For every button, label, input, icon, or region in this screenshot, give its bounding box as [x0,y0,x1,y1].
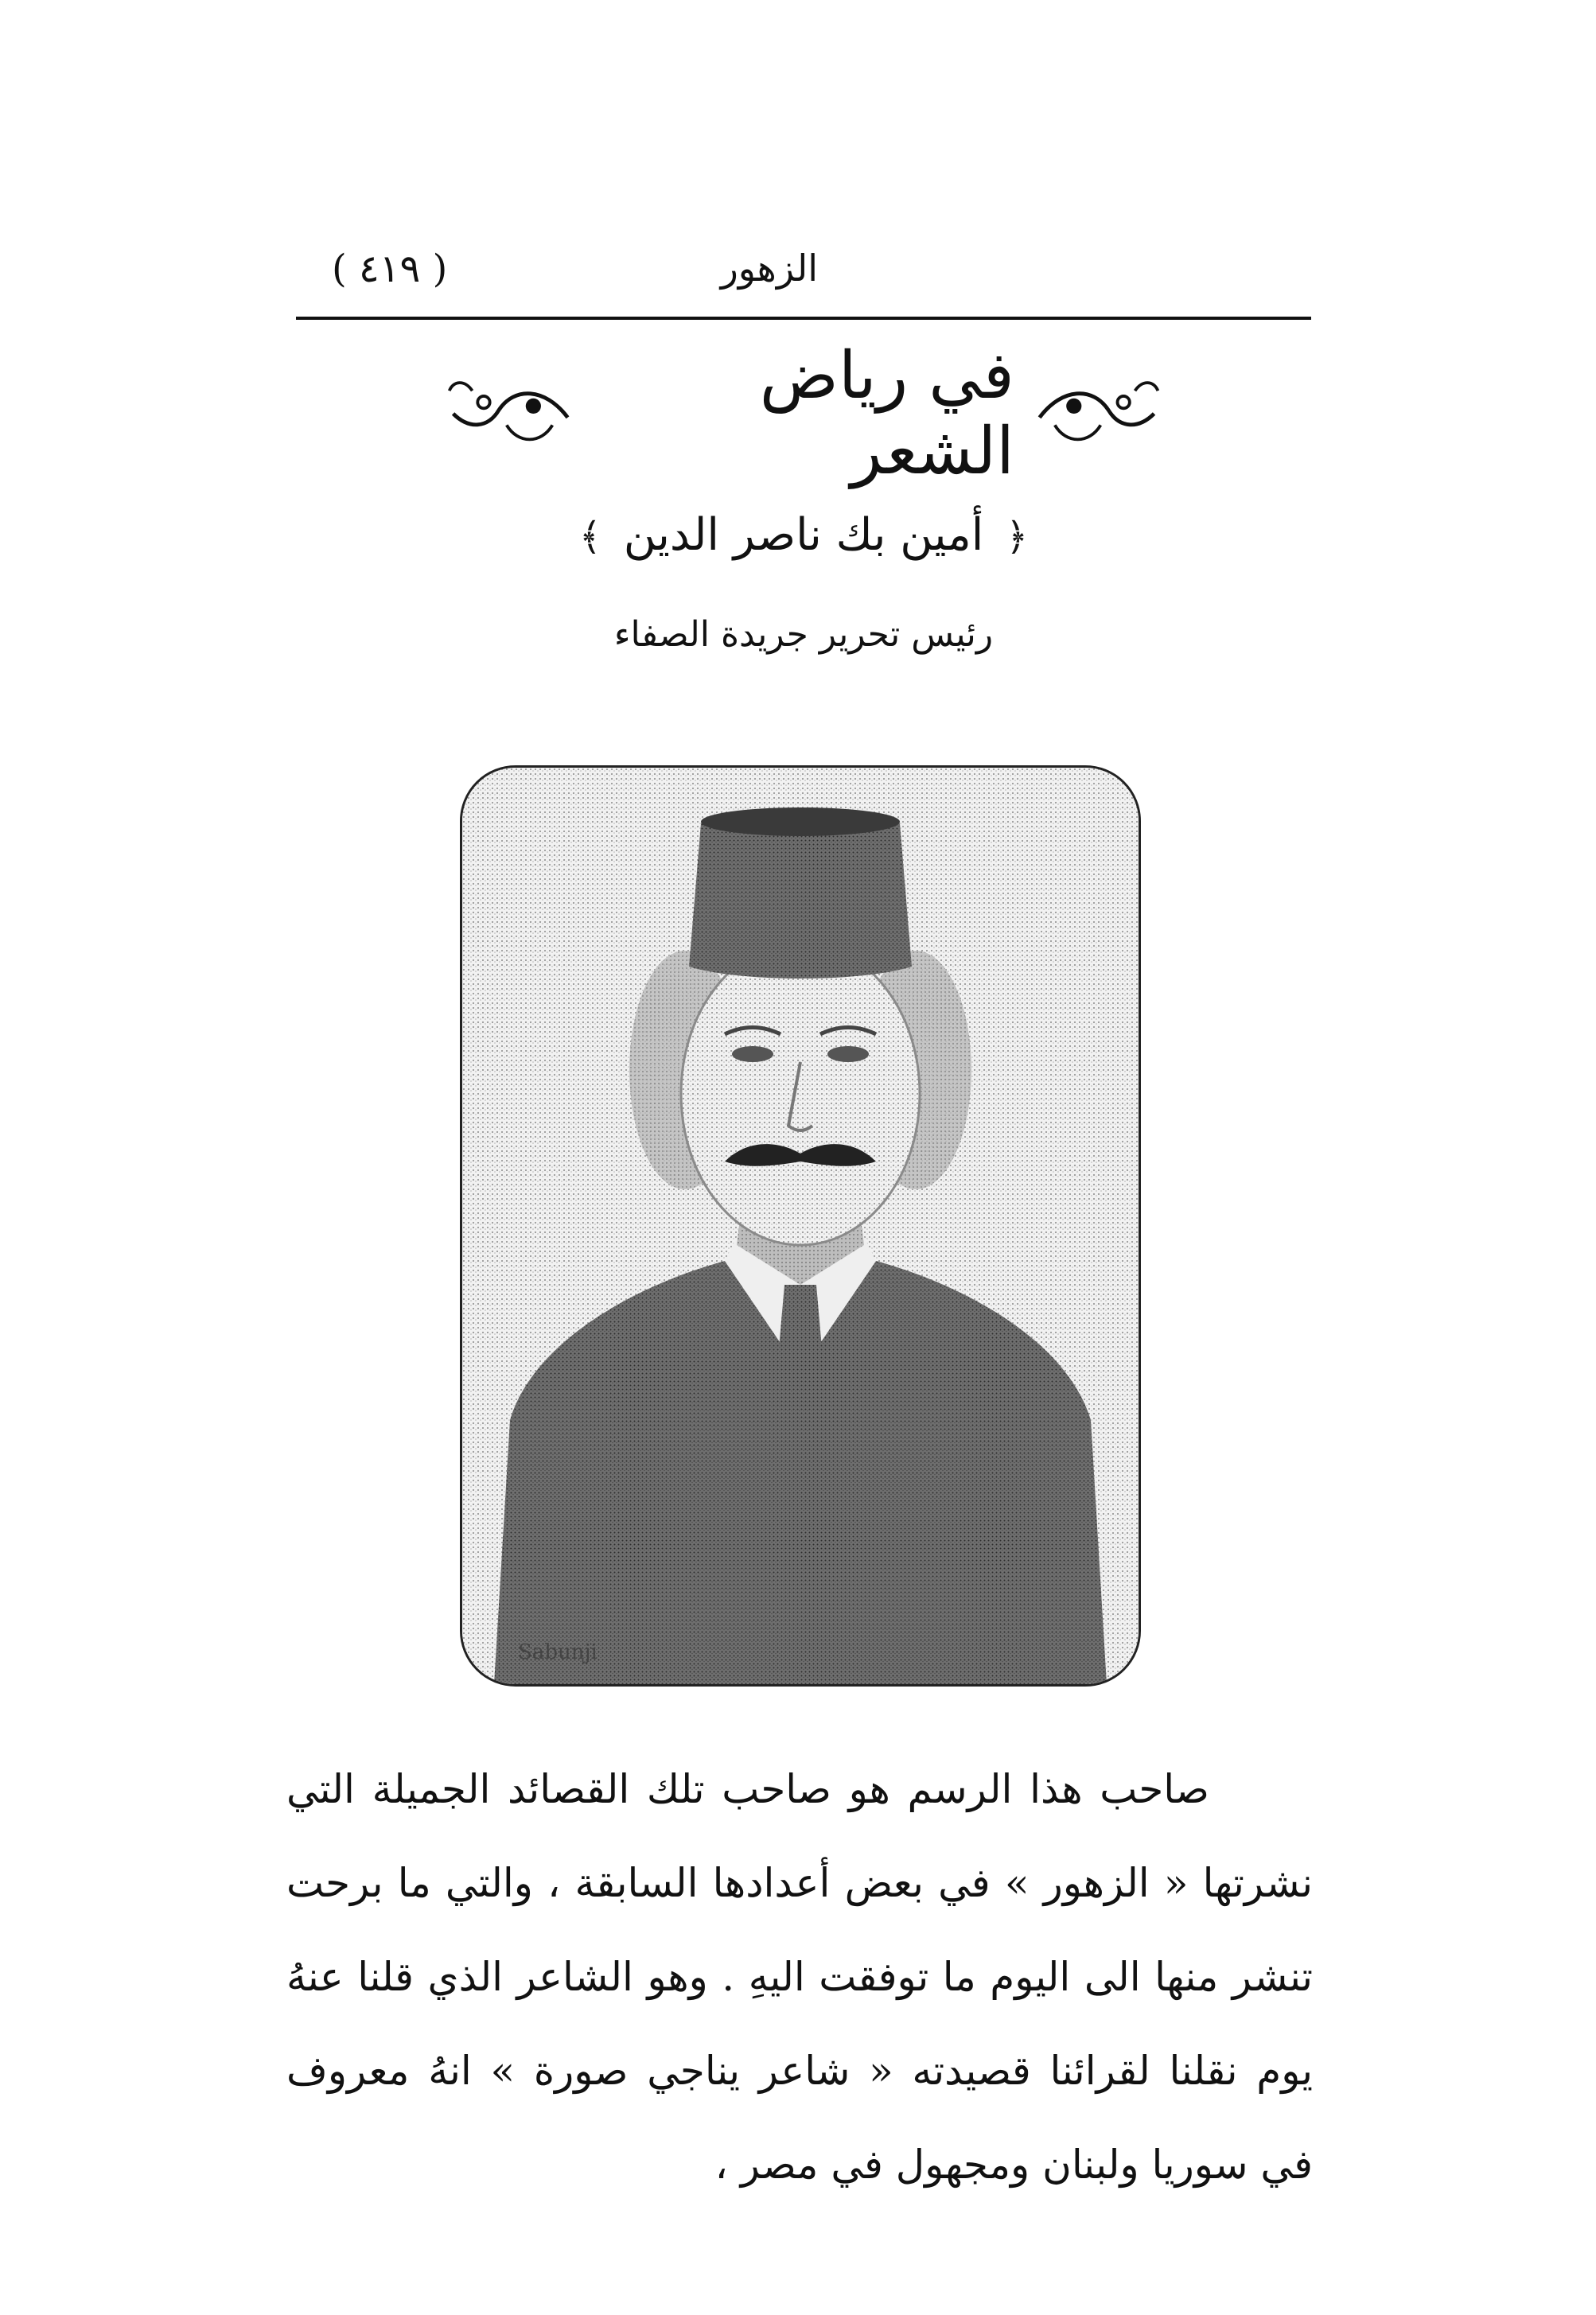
section-heading [446,338,1162,489]
section-title: في رياض الشعر [759,338,1014,489]
body-text [286,1742,1313,2212]
author-name-text: أمين بك ناصر الدين [623,509,984,561]
left-ornament-icon [446,370,575,457]
page-header [296,231,1311,318]
brace-open: ﴿ [1006,515,1029,559]
portrait-photo [460,765,1141,1687]
running-title: الزهور [720,247,818,290]
brace-close: ﴾ [578,515,601,559]
right-ornament-icon [1032,370,1162,457]
author-name [446,509,1162,561]
author-role: رئيس تحرير جريدة الصفاء [613,614,994,655]
photographer-signature: Sabunji [518,1640,598,1664]
header-divider [296,317,1311,320]
page-number: ( ٤١٩ ) [332,247,448,291]
portrait-illustration [462,768,1139,1684]
body-paragraph: صاحب هذا الرسم هو صاحب تلك القصائد الجميلة التي نشرتها « الزهور » في بعض أعدادها السابقة ، والتي ما برحت تنشر منها الى اليوم ما توفقت اليهِ . وهو الشاعر الذي قلنا عنهُ يوم نقلنا لقرائنا قصيدته « شاعر يناجي صورة » انهُ معروف في سوريا ولبنان ومجهول في مصر ، [286,1766,1313,2188]
